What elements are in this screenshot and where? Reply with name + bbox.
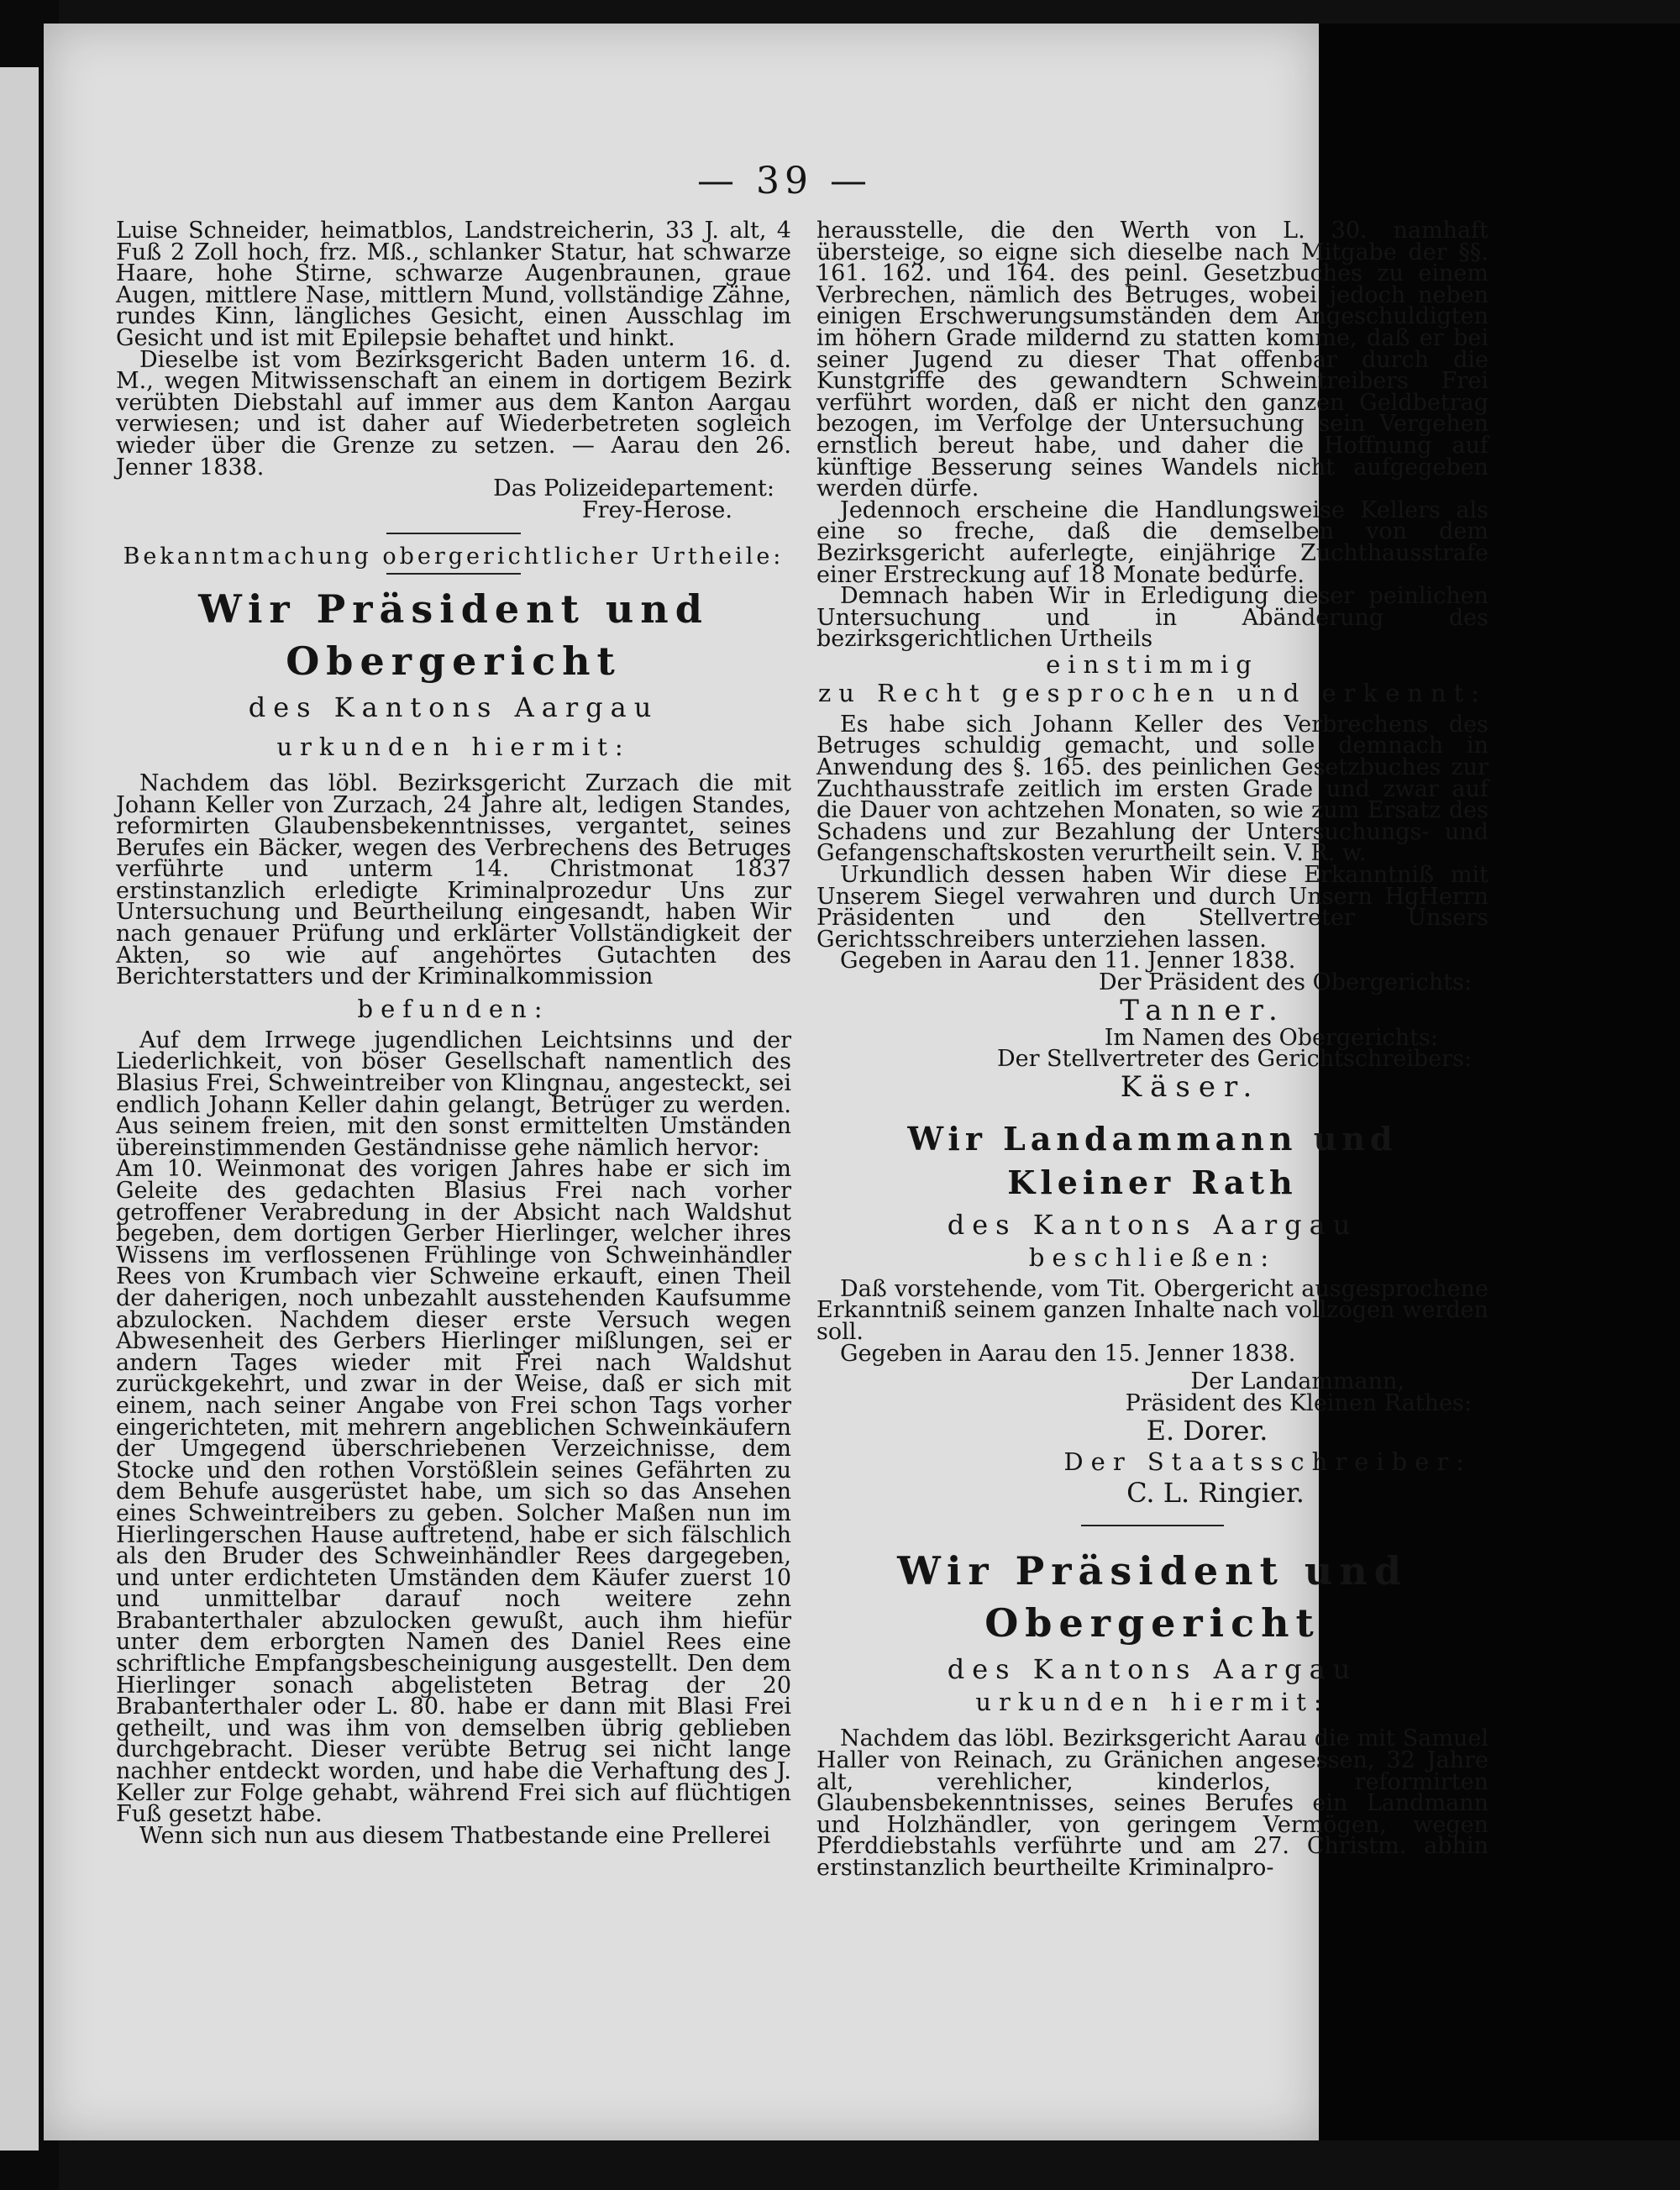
previous-page-edge — [0, 67, 39, 2151]
council-subtitle: des Kantons Aargau — [947, 1208, 1358, 1241]
date-line: Gegeben in Aarau den 11. Jenner 1838. — [840, 948, 1296, 974]
court-title: Wir Präsident und Obergericht — [198, 586, 709, 684]
befunden-heading: befunden: — [357, 994, 550, 1023]
verdict-heading: zu Recht gesprochen und erkennt: — [817, 678, 1488, 707]
signature-name: C. L. Ringier. — [1126, 1477, 1305, 1510]
einstimmig-heading: einstimmig — [1046, 649, 1259, 679]
court-title: Wir Präsident und Obergericht — [897, 1548, 1408, 1646]
date-line: Gegeben in Aarau den 15. Jenner 1838. — [840, 1340, 1296, 1367]
notice-paragraph: Luise Schneider, heimatblos, Landstreicherin, 33 J. alt, 4 Fuß 2 Zoll hoch, frz. Mß., schlanker Statur, hat schwarze Haare, hohe Stirne, schwarze Augenbraunen, graue Augen, mittlere Nase, mittlern Mund, vollständige Zähne, rundes Kinn, längliches Gesicht, einen Ausschlag im Gesicht und ist mit Epilepsie behaftet und hinkt. — [116, 218, 791, 351]
case-paragraph: Nachdem das löbl. Bezirksgericht Aarau die mit Samuel Haller von Reinach, zu Gränichen angesessen, 32 Jahre alt, verehlicher, kinderlos, reformirten Glaubensbekenntnisses, seines Berufes ein Landmann und Holzhändler, von geringem Vermögen, wegen Pferddiebstahls verführte und am 27. Christm. abhin erstinstanzlich beurtheilte Kriminalpro- — [816, 1725, 1488, 1881]
page-number: — 39 — — [697, 160, 872, 202]
continuation-paragraph: herausstelle, die den Werth von L. 30. namhaft übersteige, so eigne sich dieselbe nach Mitgabe der §§. 161. 162. und 164. des peinl. Gesetzbuches zu einem Verbrechen, nämlich des Betruges, wobei jedoch neben einigen Erschwerungsumständen dem Angeschuldigten im höhern Grade mildernd zu statten komme, daß er bei seiner Jugend zu dieser That offenbar durch die Kunstgriffe des gewandtern Schweintreibers Frei verführt worden, daß er nicht den ganzen Geldbetrag bezogen, im Verfolge der Untersuchung sein Vergehen ernstlich bereut habe, und daher die Hoffnung auf künftige Besserung seines Wandels nicht aufgegeben werden dürfe. — [816, 218, 1488, 502]
signature-title: Der Staatsschreiber: — [1063, 1447, 1472, 1477]
urkundlich-paragraph: Urkundlich dessen haben Wir diese Erkanntniß mit Unserem Siegel verwahren und durch Unsern HgHerrn Präsidenten und den Stellvertreter Unsers Gerichtsschreibers unterziehen lassen. — [816, 862, 1488, 953]
left-column — [116, 218, 791, 1849]
signature-name: E. Dorer. — [1146, 1415, 1268, 1447]
signature-title: Präsident des Kleinen Rathes: — [1125, 1389, 1472, 1416]
court-subtitle: des Kantons Aargau — [248, 691, 659, 723]
demnach-paragraph: Demnach haben Wir in Erledigung dieser peinlichen Untersuchung und in Abänderung des bezirksgerichtlichen Urtheils — [816, 583, 1488, 653]
court-intro: urkunden hiermit: — [975, 1688, 1330, 1717]
signature-title: Der Präsident des Obergerichts: — [1099, 969, 1472, 995]
signature-title: Im Namen des Obergerichts: — [1104, 1024, 1438, 1051]
divider — [386, 573, 521, 575]
council-paragraph: Daß vorstehende, vom Tit. Obergericht ausgesprochene Erkanntniß seinem ganzen Inhalte nach vollzogen werden soll. — [816, 1275, 1488, 1345]
notice-signature-name: Frey-Herose. — [581, 496, 732, 523]
council-title: Wir Landammann und Kleiner Rath — [907, 1119, 1398, 1201]
notice-signature-title: Das Polizeidepartement: — [493, 475, 774, 502]
jedennoch-paragraph: Jedennoch erscheine die Handlungsweise Kellers als eine so freche, daß die demselben von dem Bezirksgericht auferlegte, einjährige Zuchthausstrafe einer Erstreckung auf 18 Monate bedürfe. — [816, 496, 1488, 588]
court-intro: urkunden hiermit: — [276, 732, 631, 761]
finding-paragraph: Am 10. Weinmonat des vorigen Jahres habe er sich im Geleite des gedachten Blasius Frei nach vorher getroffener Verabredung in der Absicht nach Waldshut begeben, dem dortigen Gerber Hierlinger, welcher ihres Wissens im verflossenen Frühlinge von Schweinhändler Rees von Krumbach vier Schweine erkauft, einen Theil der daherigen, noch unbezahlt ausstehenden Kaufsumme abzulocken. Nachdem dieser erste Versuch wegen Abwesenheit des Gerbers Hierlinger mißlungen, sei er andern Tages wieder mit Frei nach Waldshut zurückgekehrt, und zwar in der Weise, daß er sich mit einem, nach seiner Angabe von Frei schon Tags vorher eingerichteten, mit mehrern angeblichen Schweinkäufern der Umgegend überschriebenen Verzeichnisse, dem Stocke und den rothen Vorstößlein seines Gefährten zu dem Behufe ausgerüstet habe, um sich so das Ansehen eines Schweintreibers zu geben. Solcher Maßen nun im Hierlingerschen Hause auftretend, habe er sich fälschlich als den Bruder des Schweinhändler Rees dargegeben, und unter erdichteten Umständen dem Käufer zuerst 10 und unmittelbar darauf noch weitere zehn Brabanterthaler abzulocken gewußt, auch ihm hiefür unter dem erborgten Namen des Daniel Rees eine schriftliche Empfangsbescheinigung ausgestellt. Den dem Hierlinger sonach abgelisteten Betrag der 20 Brabanterthaler oder L. 80. habe er dann mit Blasi Frei getheilt, und was ihm von demselben übrig geblieben durchgebracht. Dieser verübte Betrug sei nicht lange nachher entdeckt worden, und habe die Verhaftung des J. Keller zur Folge gehabt, während Frei sich auf flüchtigen Fuß gesetzt habe. — [116, 1156, 791, 1828]
signature-title: Der Landammann, — [1190, 1368, 1404, 1395]
council-resolve: beschließen: — [1028, 1242, 1277, 1272]
finding-paragraph: Auf dem Irrwege jugendlichen Leichtsinns und der Liederlichkeit, von böser Gesellschaft namentlich des Blasius Frei, Schweintreiber von Klingnau, angesteckt, sei endlich Johann Keller dahin gelangt, Betrüger zu werden. Aus seinem freien, mit den sonst ermittelten Umständen übereinstimmenden Geständnisse gehe nämlich hervor: — [116, 1027, 791, 1161]
verdict-paragraph: Es habe sich Johann Keller des Verbrechens des Betruges schuldig gemacht, und solle demnach in Anwendung des §. 165. des peinlichen Gesetzbuches zur Zuchthausstrafe zeitlich im ersten Grade und zwar auf die Dauer von achtzehen Monaten, so wie zum Ersatz des Schadens und zur Bezahlung der Untersuchungs- und Gefangenschaftskosten verurtheilt sein. V. R. w. — [816, 711, 1488, 867]
notice-paragraph: Dieselbe ist vom Bezirksgericht Baden unterm 16. d. M., wegen Mitwissenschaft an einem in dortigem Bezirk verübten Diebstahl auf immer aus dem Kanton Aargau verwiesen; und ist daher auf Wiederbetreten sogleich wieder über die Grenze zu setzen. — Aarau den 26. Jenner 1838. — [116, 346, 791, 481]
right-column — [816, 220, 1488, 1879]
section-heading: Bekanntmachung obergerichtlicher Urtheile: — [123, 544, 785, 570]
court-subtitle: des Kantons Aargau — [947, 1653, 1358, 1686]
finding-paragraph: Wenn sich nun aus diesem Thatbestande eine Prellerei — [139, 1822, 771, 1849]
signature-name: Tanner. — [1120, 993, 1286, 1027]
signature-name: Käser. — [1120, 1069, 1261, 1104]
signature-title: Der Stellvertreter des Gerichtschreibers: — [996, 1046, 1472, 1073]
divider — [386, 533, 521, 534]
divider — [1081, 1525, 1224, 1526]
case-paragraph: Nachdem das löbl. Bezirksgericht Zurzach die mit Johann Keller von Zurzach, 24 Jahre alt, ledigen Standes, reformirten Glaubensbekenntnisses, vergantet, seines Berufes ein Bäcker, wegen des Verbrechens des Betruges verführte und unterm 14. Christmonat 1837 erstinstanzlich erledigte Kriminalprozedur Uns zur Untersuchung und Beurtheilung eingesandt, haben Wir nach genauer Prüfung und erklärter Vollständigkeit der Akten, so wie auf angehörtes Gutachten des Berichterstatters und der Kriminalkommission — [116, 769, 791, 990]
